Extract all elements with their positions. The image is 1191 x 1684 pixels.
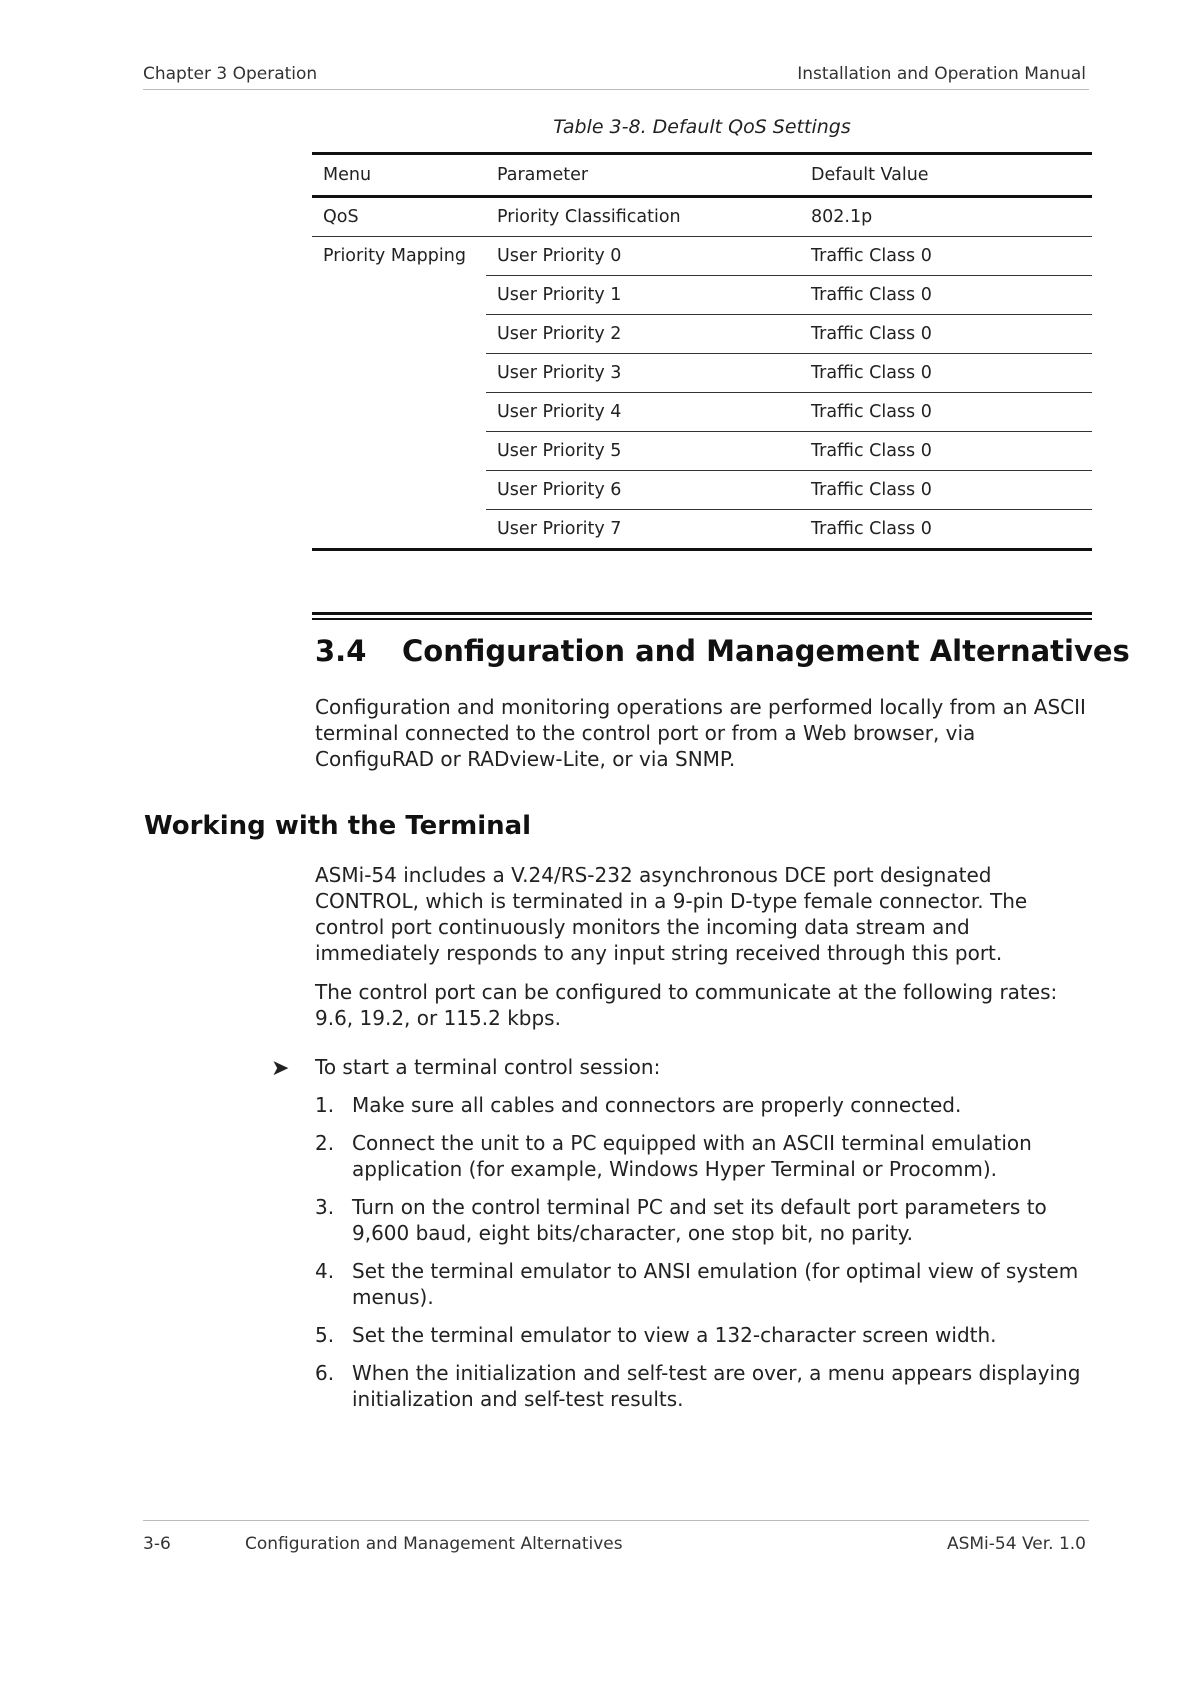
cell-parameter: User Priority 7	[486, 510, 800, 550]
cell-default-value: Traffic Class 0	[800, 432, 1092, 471]
step-text: When the initialization and self-test are over, a menu appears displaying initialization and self-test results.	[352, 1361, 1081, 1411]
cell-default-value: Traffic Class 0	[800, 393, 1092, 432]
table-row	[312, 237, 1092, 276]
step-number: 5.	[315, 1323, 335, 1347]
cell-default-value: Traffic Class 0	[800, 510, 1092, 550]
step-number: 6.	[315, 1361, 335, 1385]
table-row	[312, 393, 1092, 432]
step-text: Make sure all cables and connectors are properly connected.	[352, 1093, 962, 1117]
table-caption: Table 3-8. Default QoS Settings	[553, 116, 851, 138]
cell-default-value: 802.1p	[800, 197, 1092, 237]
footer-divider	[143, 1520, 1089, 1521]
cell-menu	[312, 393, 486, 432]
step-number: 2.	[315, 1131, 335, 1155]
running-header-manual: Installation and Operation Manual	[797, 64, 1086, 84]
section-rule-bottom	[312, 618, 1092, 620]
column-header-parameter: Parameter	[497, 165, 589, 185]
table-row	[312, 276, 1092, 315]
table-row	[312, 354, 1092, 393]
qos-settings-table	[312, 152, 1092, 551]
cell-parameter: User Priority 6	[486, 471, 800, 510]
cell-default-value: Traffic Class 0	[800, 237, 1092, 276]
table-row	[312, 315, 1092, 354]
cell-parameter: User Priority 4	[486, 393, 800, 432]
cell-default-value: Traffic Class 0	[800, 354, 1092, 393]
cell-parameter: User Priority 2	[486, 315, 800, 354]
column-header-default-value: Default Value	[811, 165, 929, 185]
footer-section-name: Configuration and Management Alternatives	[245, 1534, 623, 1554]
step-text: Turn on the control terminal PC and set its default port parameters to 9,600 baud, eight bits/character, one stop bit, no parity.	[352, 1195, 1047, 1245]
cell-menu	[312, 315, 486, 354]
section-intro: Configuration and monitoring operations are performed locally from an ASCII terminal connected to the control port or from a Web browser, via ConfiguRAD or RADview-Lite, or via SNMP.	[315, 695, 1086, 771]
cell-menu: Priority Mapping	[323, 246, 466, 267]
cell-menu	[312, 471, 486, 510]
column-header-menu: Menu	[323, 165, 372, 185]
step-number: 3.	[315, 1195, 335, 1219]
table-row	[312, 197, 1092, 237]
step-number: 4.	[315, 1259, 335, 1283]
cell-menu: QoS	[312, 197, 486, 237]
table-row	[312, 510, 1092, 550]
cell-parameter: User Priority 3	[486, 354, 800, 393]
table-row	[312, 432, 1092, 471]
arrow-bullet-icon: ➤	[271, 1056, 290, 1081]
paragraph: The control port can be configured to communicate at the following rates: 9.6, 19.2, or 115.2 kbps.	[315, 980, 1058, 1030]
step-text: Connect the unit to a PC equipped with an ASCII terminal emulation application (for example, Windows Hyper Terminal or Procomm).	[352, 1131, 1032, 1181]
footer-product: ASMi-54 Ver. 1.0	[946, 1534, 1086, 1554]
cell-default-value: Traffic Class 0	[800, 276, 1092, 315]
cell-menu	[312, 510, 486, 550]
cell-default-value: Traffic Class 0	[800, 315, 1092, 354]
step-text: Set the terminal emulator to view a 132-character screen width.	[352, 1323, 997, 1347]
cell-menu	[312, 276, 486, 315]
cell-parameter: Priority Classification	[486, 197, 800, 237]
footer-page-number: 3-6	[143, 1534, 171, 1554]
procedure-title: To start a terminal control session:	[315, 1055, 661, 1079]
header-divider	[143, 89, 1089, 90]
cell-menu	[312, 354, 486, 393]
cell-default-value: Traffic Class 0	[800, 471, 1092, 510]
step-text: Set the terminal emulator to ANSI emulation (for optimal view of system menus).	[352, 1259, 1079, 1309]
step-number: 1.	[315, 1093, 335, 1117]
cell-parameter: User Priority 1	[486, 276, 800, 315]
section-rule-top	[312, 612, 1092, 615]
running-header-chapter: Chapter 3 Operation	[143, 64, 318, 84]
cell-menu	[312, 432, 486, 471]
cell-parameter: User Priority 0	[486, 237, 800, 276]
table-row	[312, 471, 1092, 510]
section-title: Configuration and Management Alternatives	[402, 634, 1130, 668]
paragraph: ASMi-54 includes a V.24/RS-232 asynchronous DCE port designated CONTROL, which is terminated in a 9-pin D-type female connector. The control port continuously monitors the incoming data stream and immediately responds to any input string received through this port.	[315, 863, 1028, 965]
cell-parameter: User Priority 5	[486, 432, 800, 471]
section-number: 3.4	[315, 634, 367, 668]
subsection-title: Working with the Terminal	[144, 811, 532, 841]
table-header-row	[312, 154, 1092, 197]
